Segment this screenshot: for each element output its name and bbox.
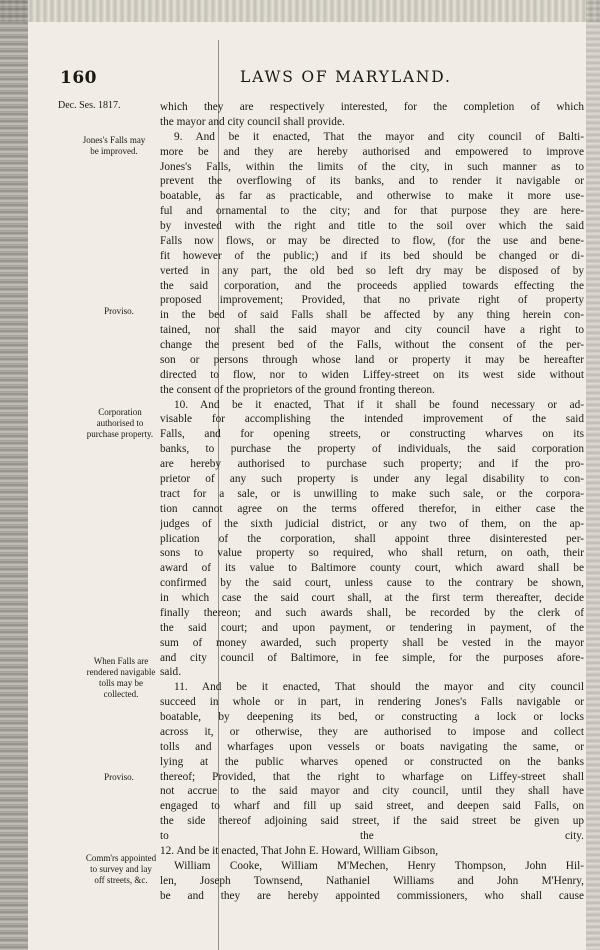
text-line: thereof; Provided, that the right to wharfage on Liffey-street shall [160, 770, 584, 783]
margin-note-commissioners: Comm'rs appointed to survey and lay off streets, &c. [85, 853, 157, 885]
margin-note-corporation: Corporation authorised to purchase property. [86, 407, 154, 439]
text-line: across it, or otherwise, they are authorised to impose and collect [160, 725, 584, 738]
text-line: son or persons through whose land or property it may be hereafter [160, 353, 584, 366]
text-line: succeed in whole or in part, in rendering Jones's Falls navigable or [160, 696, 584, 709]
text-line: 10. And be it enacted, That if it shall be found necessary or ad- [174, 398, 584, 411]
text-line: prevent the overflowing of its banks, and to render it navigable or [160, 175, 584, 188]
margin-note-proviso-2: Proviso. [104, 772, 134, 782]
text-line: the said court; and upon payment, or tendering in payment, of the [160, 621, 584, 634]
text-line: banks, to purchase the property of individuals, the said corporation [160, 443, 584, 456]
text-line: more be and they are hereby authorised and empowered to improve [160, 145, 584, 158]
text-line: 11. And be it enacted, That should the mayor and city council [174, 681, 584, 694]
margin-note-jones-falls: Jones's Falls may be improved. [82, 135, 146, 156]
text-line: len, Joseph Townsend, Nathaniel Williams and John M'Henry, [160, 874, 584, 887]
text-line: are hereby authorised to purchase such property; and if the pro- [160, 458, 584, 471]
text-line: Falls, and for opening streets, or constructing wharves on its [160, 428, 584, 441]
text-line: confirmed by the said court, unless cause to the contrary be shown, [160, 577, 584, 590]
text-line: be and they are hereby appointed commissioners, who shall cause [160, 889, 584, 902]
text-line: directed to flow, nor to widen Liffey-street on its west side without [160, 368, 584, 381]
text-line: 12. And be it enacted, That John E. Howard, William Gibson, [160, 845, 439, 857]
text-line: and city council of Baltimore, in fee simple, for the purposes afore- [160, 651, 584, 664]
text-line: 9. And be it enacted, That the mayor and city council of Balti- [174, 130, 584, 143]
margin-note-tolls: When Falls are rendered navigable tolls may be collected. [86, 656, 156, 699]
page-edge-top [0, 0, 600, 22]
text-line: by invested with the right and title to the soil over which the said [160, 220, 584, 233]
text-line: finally thereon; and such awards shall, be recorded by the clerk of [160, 606, 584, 619]
text-line: to the city. [160, 830, 584, 843]
text-line: tion cannot agree on the terms offered therefor, in either case the [160, 502, 584, 515]
page-number: 160 [60, 68, 97, 88]
text-line: visable for accomplishing the intended improvement of the said [160, 413, 584, 426]
text-line: award of its value to Baltimore county court, which award shall be [160, 562, 584, 575]
text-line: Falls now flows, or may be directed to flow, (for the use and bene- [160, 234, 584, 247]
text-line: the side thereof adjoining said street, if the said street be given up [160, 815, 584, 828]
running-title: LAWS OF MARYLAND. [240, 68, 452, 86]
text-line: tained, nor shall the said mayor and city council have a right to [160, 324, 584, 337]
page-header [60, 62, 585, 90]
text-line: William Cooke, William M'Mechen, Henry Thompson, John Hil- [174, 859, 584, 872]
text-line: plication of the corporation, shall appoint three disinterested per- [160, 532, 584, 545]
text-line: sons to value property so required, who shall return, on oath, their [160, 547, 584, 560]
text-line: Jones's Falls, within the limits of the city, in such manner as to [160, 160, 584, 173]
text-line: ful and ornamental to the city; and for that purpose they are here- [160, 205, 584, 218]
margin-note-session: Dec. Ses. 1817. [58, 100, 121, 111]
text-line: tract for a sale, or is unwilling to make such sale, or the corpora- [160, 487, 584, 500]
text-line: which they are respectively interested, for the completion of which [160, 101, 584, 113]
text-line: engaged to wharf and fill up said street, and deepen said Falls, on [160, 800, 584, 813]
text-line: tolls and wharfages upon vessels or boats navigating the same, or [160, 740, 584, 753]
text-line: change the present bed of the Falls, without the consent of the per- [160, 339, 584, 352]
text-line: not accrue to the said mayor and city council, until they shall have [160, 785, 584, 798]
text-line: the consent of the proprietors of the ground fronting thereon. [160, 383, 435, 396]
page-edge-right [586, 0, 600, 950]
page-edge-left [0, 0, 28, 950]
text-line: verted in any part, the old bed so left dry may be disposed of by [160, 264, 584, 277]
text-line: in which case the said court shall, at the first term thereafter, decide [160, 592, 584, 605]
margin-note-proviso-1: Proviso. [104, 306, 134, 316]
text-line: lying at the public wharves opened or constructed on the banks [160, 755, 584, 768]
text-line: proposed improvement; Provided, that no private right of property [160, 294, 584, 307]
text-line: judges of the sixth judicial district, or any two of them, on the ap- [160, 517, 584, 530]
text-line: the mayor and city council shall provide. [160, 115, 345, 128]
text-line: fit however of the public;) and if its bed should be changed or di- [160, 249, 584, 262]
text-line: sum of money awarded, such property shall be vested in the mayor [160, 636, 584, 649]
text-line: in the bed of said Falls shall be affected by any thing herein con- [160, 309, 584, 322]
text-line: boatable, as far as practicable, and otherwise to make it more use- [160, 190, 584, 203]
text-line: the said corporation, and the proceeds applied towards effecting the [160, 279, 584, 292]
text-line: said. [160, 666, 182, 679]
text-line: boatable, by deepening its bed, or constructing a lock or locks [160, 711, 584, 724]
text-line: prietor of any such property is under any legal disability to con- [160, 473, 584, 485]
